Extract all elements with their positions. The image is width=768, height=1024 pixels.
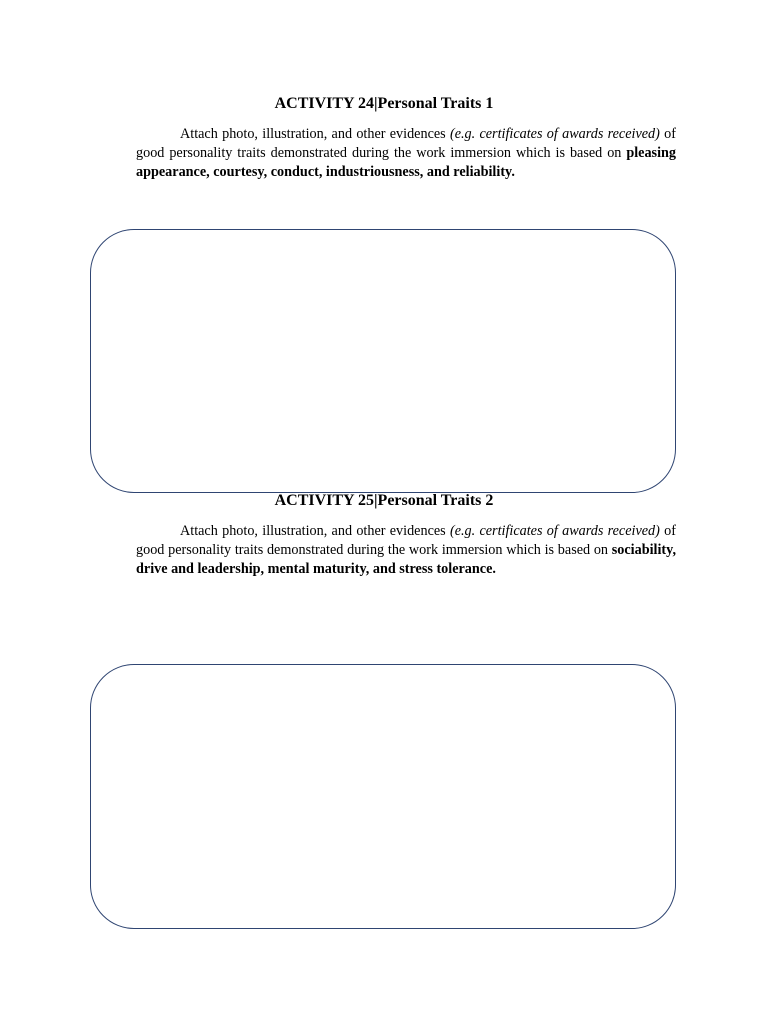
activity-24-middle: of good personality traits demonstrated during the work immersion which is based on: [136, 126, 676, 161]
activity-25-middle: of good personality traits demonstrated during the work immersion which is based on: [136, 523, 676, 558]
activity-24-traits: pleasing appearance, courtesy, conduct, industriousness, and reliability.: [136, 145, 676, 180]
activity-24-example: (e.g. certificates of awards received): [449, 126, 660, 142]
activity-24-intro: Attach photo, illustration, and other evidences: [180, 126, 450, 142]
activity-25-traits: sociability, drive and leadership, mental maturity, and stress tolerance.: [136, 542, 676, 577]
activity-25-title: ACTIVITY 25|Personal Traits 2: [274, 492, 494, 509]
activity-25-instructions: [136, 522, 676, 579]
activity-25-intro: Attach photo, illustration, and other evidences: [180, 523, 450, 539]
activity-25-example: (e.g. certificates of awards received): [449, 523, 660, 539]
activity-24-attachment-box[interactable]: [90, 229, 676, 493]
activity-24-title: ACTIVITY 24|Personal Traits 1: [274, 95, 494, 112]
activity-25-attachment-box[interactable]: [90, 664, 676, 929]
activity-24-instructions: [136, 125, 676, 182]
